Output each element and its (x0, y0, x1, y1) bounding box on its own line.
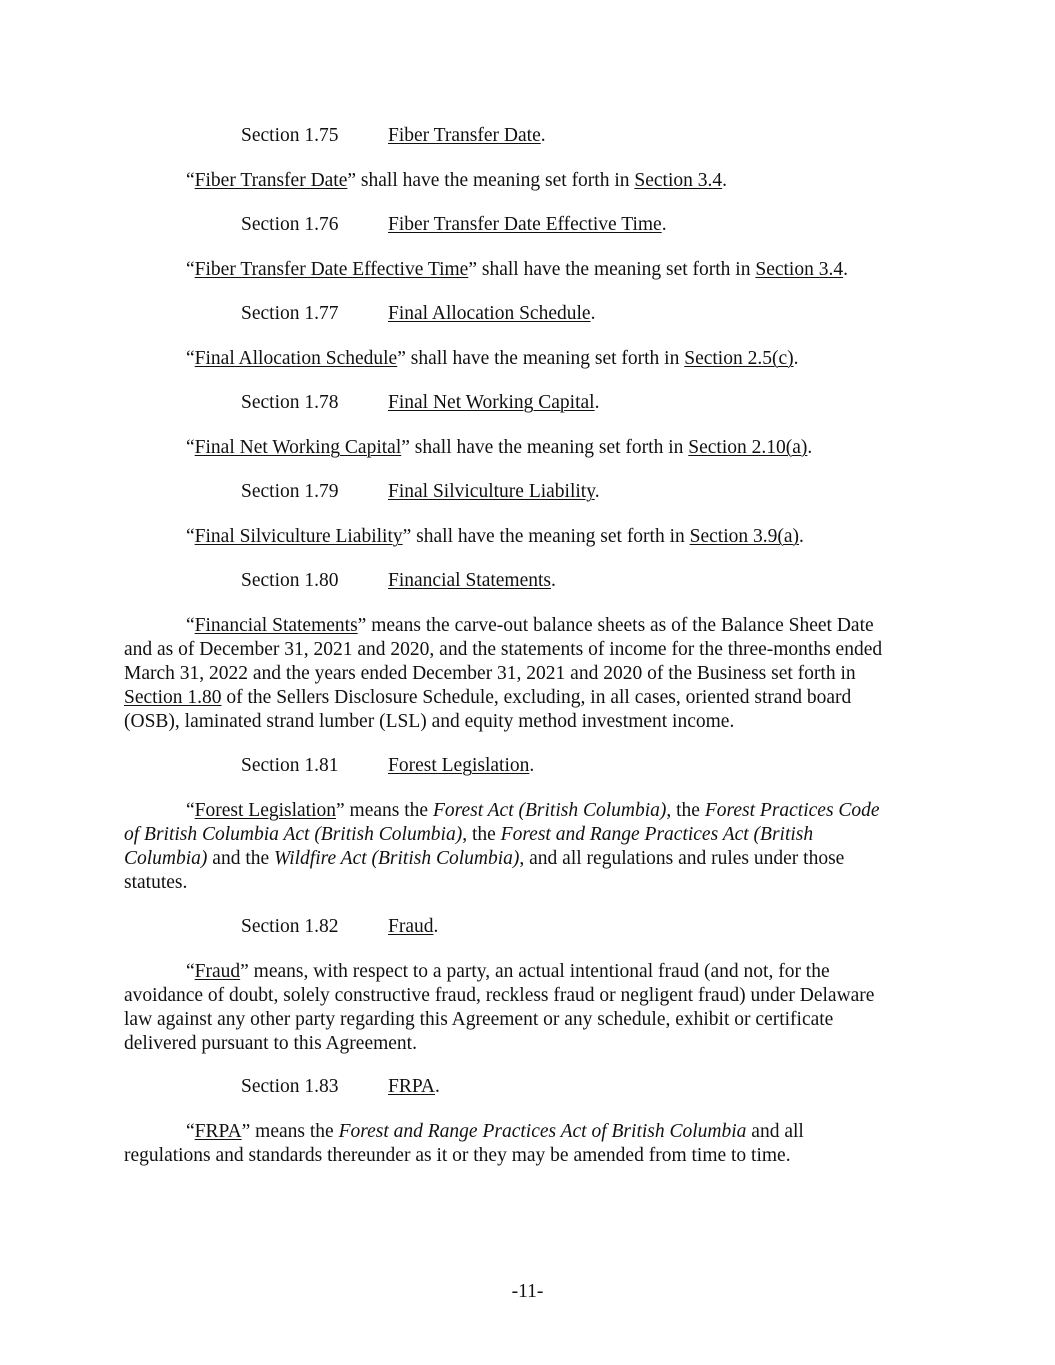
definition-paragraph: “Fraud” means, with respect to a party, an actual intentional fraud (and not, for the (186, 961, 830, 982)
section-reference: Section 3.4 (634, 170, 723, 191)
page-number: -11- (511, 1281, 544, 1302)
definition-paragraph: “Final Silviculture Liability” shall have the meaning set forth in Section 3.9(a). (186, 526, 804, 547)
section-title: Final Silviculture Liability (388, 481, 595, 502)
defined-term: Final Allocation Schedule (194, 348, 398, 369)
section-title: Final Allocation Schedule (388, 303, 591, 324)
defined-term: Forest Legislation (194, 800, 337, 821)
definition-paragraph: “Financial Statements” means the carve-out balance sheets as of the Balance Sheet Date (186, 615, 874, 636)
section-heading: Section 1.81 Forest Legislation. (241, 755, 535, 776)
paragraph-line: delivered pursuant to this Agreement. (124, 1033, 417, 1054)
section-heading: Section 1.78 Final Net Working Capital. (241, 392, 600, 413)
definition-paragraph: “Forest Legislation” means the Forest Act (British Columbia), the Forest Practices Code (186, 800, 880, 821)
section-title: Fiber Transfer Date (388, 125, 541, 146)
section-number: Section 1.79 (241, 481, 339, 502)
section-heading: Section 1.82 Fraud. (241, 916, 439, 937)
section-reference: Section 2.10(a) (688, 437, 808, 458)
section-heading: Section 1.79 Final Silviculture Liability. (241, 481, 600, 502)
paragraph-line: Columbia) and the Wildfire Act (British Columbia), and all regulations and rules under those (124, 848, 845, 869)
section-heading: Section 1.80 Financial Statements. (241, 570, 556, 591)
section-heading: Section 1.77 Final Allocation Schedule. (241, 303, 596, 324)
section-heading: Section 1.83 FRPA. (241, 1076, 440, 1097)
paragraph-line: statutes. (124, 872, 188, 893)
section-number: Section 1.82 (241, 916, 339, 937)
paragraph-line: law against any other party regarding this Agreement or any schedule, exhibit or certificate (124, 1009, 834, 1030)
section-title: Final Net Working Capital (388, 392, 595, 413)
definition-paragraph: “Final Allocation Schedule” shall have the meaning set forth in Section 2.5(c). (186, 348, 799, 369)
section-reference: Section 3.9(a) (689, 526, 800, 547)
section-number: Section 1.77 (241, 303, 339, 324)
defined-term: FRPA (194, 1121, 242, 1142)
defined-term: Fiber Transfer Date Effective Time (194, 259, 469, 280)
paragraph-line: March 31, 2022 and the years ended December 31, 2021 and 2020 of the Business set forth in (124, 663, 856, 684)
section-number: Section 1.81 (241, 755, 339, 776)
section-heading: Section 1.76 Fiber Transfer Date Effective Time. (241, 214, 667, 235)
defined-term: Fraud (194, 961, 241, 982)
section-heading: Section 1.75 Fiber Transfer Date. (241, 125, 546, 146)
section-title: FRPA (388, 1076, 435, 1097)
defined-term: Final Net Working Capital (194, 437, 402, 458)
section-number: Section 1.80 (241, 570, 339, 591)
paragraph-line: Section 1.80 of the Sellers Disclosure Schedule, excluding, in all cases, oriented strand board (124, 687, 852, 708)
defined-term: Fiber Transfer Date (194, 170, 348, 191)
section-number: Section 1.76 (241, 214, 339, 235)
paragraph-line: avoidance of doubt, solely constructive fraud, reckless fraud or negligent fraud) under Delaware (124, 985, 875, 1006)
section-reference: Section 2.5(c) (684, 348, 794, 369)
paragraph-line: and as of December 31, 2021 and 2020, and the statements of income for the three-months ended (124, 639, 883, 660)
section-number: Section 1.75 (241, 125, 339, 146)
paragraph-line: regulations and standards thereunder as it or they may be amended from time to time. (124, 1145, 791, 1166)
section-title: Fiber Transfer Date Effective Time (388, 214, 662, 235)
section-number: Section 1.78 (241, 392, 339, 413)
definition-paragraph: “FRPA” means the Forest and Range Practices Act of British Columbia and all (186, 1121, 804, 1142)
paragraph-line: of British Columbia Act (British Columbia), the Forest and Range Practices Act (British (124, 824, 814, 845)
defined-term: Financial Statements (194, 615, 358, 636)
section-number: Section 1.83 (241, 1076, 339, 1097)
section-reference: Section 1.80 (124, 687, 222, 708)
definition-paragraph: “Final Net Working Capital” shall have the meaning set forth in Section 2.10(a). (186, 437, 813, 458)
section-reference: Section 3.4 (755, 259, 844, 280)
defined-term: Final Silviculture Liability (194, 526, 403, 547)
definition-paragraph: “Fiber Transfer Date” shall have the meaning set forth in Section 3.4. (186, 170, 728, 191)
section-title: Fraud (388, 916, 434, 937)
paragraph-line: (OSB), laminated strand lumber (LSL) and equity method investment income. (124, 711, 735, 732)
definition-paragraph: “Fiber Transfer Date Effective Time” shall have the meaning set forth in Section 3.4. (186, 259, 848, 280)
section-title: Financial Statements (388, 570, 552, 591)
section-title: Forest Legislation (388, 755, 530, 776)
